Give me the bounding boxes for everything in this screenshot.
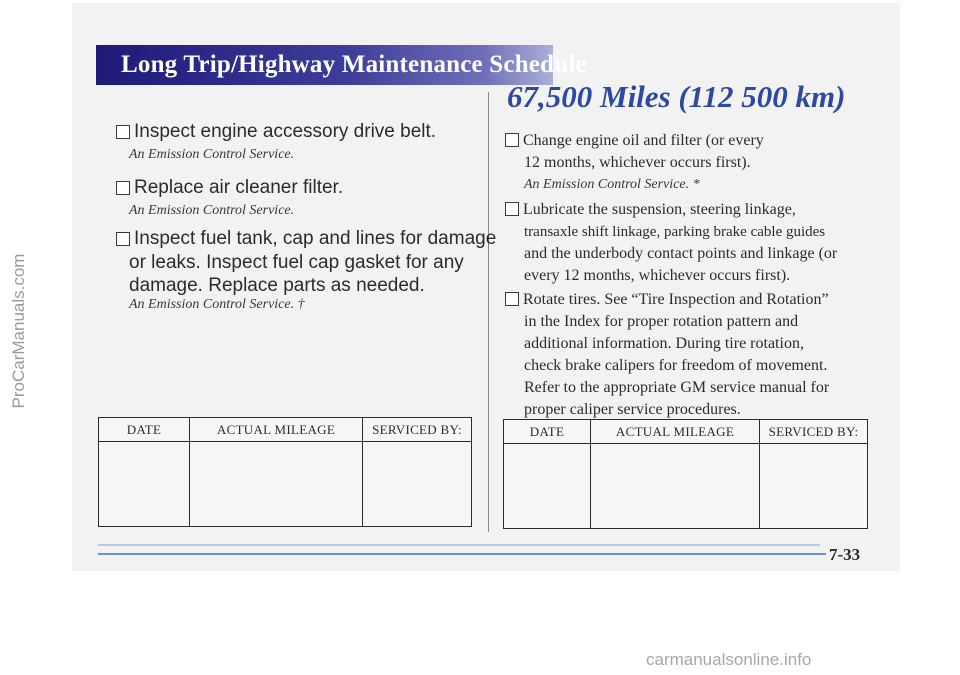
date-cell[interactable]	[99, 442, 190, 527]
checklist-item	[116, 228, 496, 250]
item-text-line: check brake calipers for freedom of movement.	[524, 357, 828, 374]
checklist-item: Lubricate the suspension, steering linkage,	[505, 200, 796, 220]
footer-rule-light	[98, 544, 820, 546]
mileage-cell[interactable]	[591, 444, 760, 529]
bottom-watermark: carmanualsonline.info	[646, 650, 812, 669]
checkbox[interactable]	[116, 181, 130, 195]
emission-note: An Emission Control Service. †	[129, 297, 305, 312]
checkbox[interactable]	[116, 125, 130, 139]
emission-note: An Emission Control Service.	[129, 203, 295, 218]
checkbox[interactable]	[116, 232, 130, 246]
col-header-serviced-by: SERVICED BY:	[363, 418, 472, 442]
checklist-item	[116, 177, 343, 199]
checkbox[interactable]	[505, 292, 519, 306]
item-text-line: and the underbody contact points and linkage (or	[524, 245, 838, 262]
col-header-actual-mileage: ACTUAL MILEAGE	[591, 420, 760, 444]
item-text: Replace air cleaner filter.	[134, 177, 344, 198]
item-text-line: damage. Replace parts as needed.	[129, 275, 425, 296]
asterisk-mark: *	[692, 177, 700, 192]
col-header-serviced-by: SERVICED BY:	[760, 420, 868, 444]
col-header-actual-mileage: ACTUAL MILEAGE	[190, 418, 363, 442]
checklist-item: Change engine oil and filter (or every	[505, 131, 764, 151]
mileage-cell[interactable]	[190, 442, 363, 527]
col-header-date: DATE	[504, 420, 591, 444]
section-title-67500-miles: 67,500 Miles (112 500 km)	[507, 79, 846, 114]
page-number: 7-33	[829, 545, 861, 564]
item-text-line: additional information. During tire rotation,	[524, 335, 804, 352]
checkbox[interactable]	[505, 133, 519, 147]
checkbox[interactable]	[505, 202, 519, 216]
checklist-item: Rotate tires. See “Tire Inspection and Rotation”	[505, 290, 829, 310]
checklist-item	[116, 121, 436, 143]
item-text-line: transaxle shift linkage, parking brake cable guides	[524, 224, 826, 240]
item-text-line: in the Index for proper rotation pattern and	[524, 313, 799, 330]
date-cell[interactable]	[504, 444, 591, 529]
item-text: Inspect engine accessory drive belt.	[134, 121, 437, 142]
table-header-row	[99, 418, 472, 442]
item-text-line: 12 months, whichever occurs first).	[524, 154, 751, 171]
item-text-line: Inspect fuel tank, cap and lines for damage	[134, 228, 497, 249]
col-header-date: DATE	[99, 418, 190, 442]
footer-rule	[98, 553, 826, 555]
column-divider	[488, 92, 489, 532]
item-text-line: Refer to the appropriate GM service manual for	[524, 379, 830, 396]
side-watermark: ProCarManuals.com	[9, 253, 28, 409]
service-log-table-right	[503, 419, 868, 529]
table-header-row	[504, 420, 868, 444]
serviced-by-cell[interactable]	[363, 442, 472, 527]
dagger-mark: †	[297, 297, 305, 312]
item-text-line: or leaks. Inspect fuel cap gasket for any	[129, 252, 464, 273]
table-row	[99, 442, 472, 527]
emission-note: An Emission Control Service. *	[524, 177, 700, 192]
item-text-line: every 12 months, whichever occurs first).	[524, 267, 791, 284]
page-title: Long Trip/Highway Maintenance Schedule	[121, 51, 587, 78]
service-log-table-left	[98, 417, 472, 527]
emission-note: An Emission Control Service.	[129, 147, 295, 162]
serviced-by-cell[interactable]	[760, 444, 868, 529]
table-row	[504, 444, 868, 529]
item-text-line: proper caliper service procedures.	[524, 401, 741, 418]
